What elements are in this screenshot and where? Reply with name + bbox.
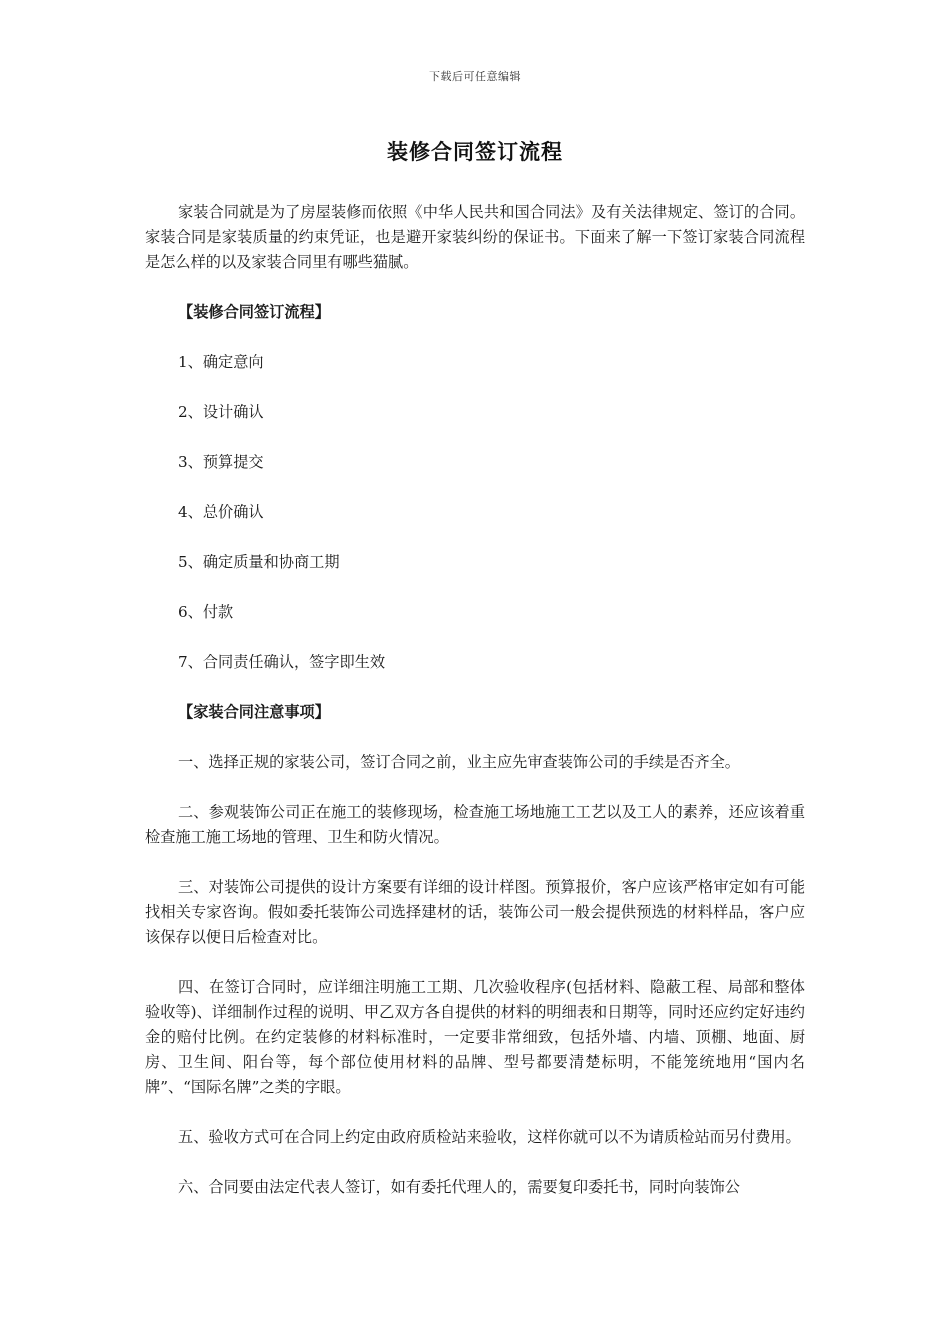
document-body (145, 200, 805, 1225)
process-step: 6、付款 (178, 603, 234, 621)
precaution-paragraph: 六、合同要由法定代表人签订，如有委托代理人的，需要复印委托书，同时向装饰公 (178, 1178, 740, 1196)
intro-paragraph: 家装合同就是为了房屋装修而依照《中华人民共和国合同法》及有关法律规定、签订的合同。家装合同是家装质量的约束凭证，也是避开家装纠纷的保证书。下面来了解一下签订家装合同流程是怎么样的以及家装合同里有哪些猫腻。 (145, 203, 805, 271)
process-step: 5、确定质量和协商工期 (178, 553, 340, 571)
process-step: 3、预算提交 (178, 453, 264, 471)
precaution-paragraph: 二、参观装饰公司正在施工的装修现场，检查施工场地施工工艺以及工人的素养，还应该着重检查施工施工场地的管理、卫生和防火情况。 (145, 803, 805, 846)
precaution-paragraph: 五、验收方式可在合同上约定由政府质检站来验收，这样你就可以不为请质检站而另付费用。 (178, 1128, 801, 1146)
process-step: 4、总价确认 (178, 503, 264, 521)
page-title: 装修合同签订流程 (387, 139, 563, 164)
precaution-paragraph: 一、选择正规的家装公司，签订合同之前，业主应先审查装饰公司的手续是否齐全。 (178, 753, 740, 771)
section-heading-signing-process: 【装修合同签订流程】 (178, 303, 330, 321)
header-note: 下载后可任意编辑 (429, 70, 521, 83)
precaution-paragraph: 四、在签订合同时，应详细注明施工工期、几次验收程序(包括材料、隐蔽工程、局部和整体验收等)、详细制作过程的说明、甲乙双方各自提供的材料的明细表和日期等，同时还应约定好违约金的赔付比例。在约定装修的材料标准时，一定要非常细致，包括外墙、内墙、顶棚、地面、厨房、卫生间、阳台等，每个部位使用材料的品牌、型号都要清楚标明，不能笼统地用“国内名牌”、“国际名牌”之类的字眼。 (145, 978, 805, 1096)
process-step: 7、合同责任确认，签字即生效 (178, 653, 386, 671)
process-step: 1、确定意向 (178, 353, 264, 371)
process-step: 2、设计确认 (178, 403, 264, 421)
section-heading-precautions: 【家装合同注意事项】 (178, 703, 330, 721)
precaution-paragraph: 三、对装饰公司提供的设计方案要有详细的设计样图。预算报价，客户应该严格审定如有可能找相关专家咨询。假如委托装饰公司选择建材的话，装饰公司一般会提供预选的材料样品，客户应该保存以便日后检查对比。 (145, 878, 805, 946)
